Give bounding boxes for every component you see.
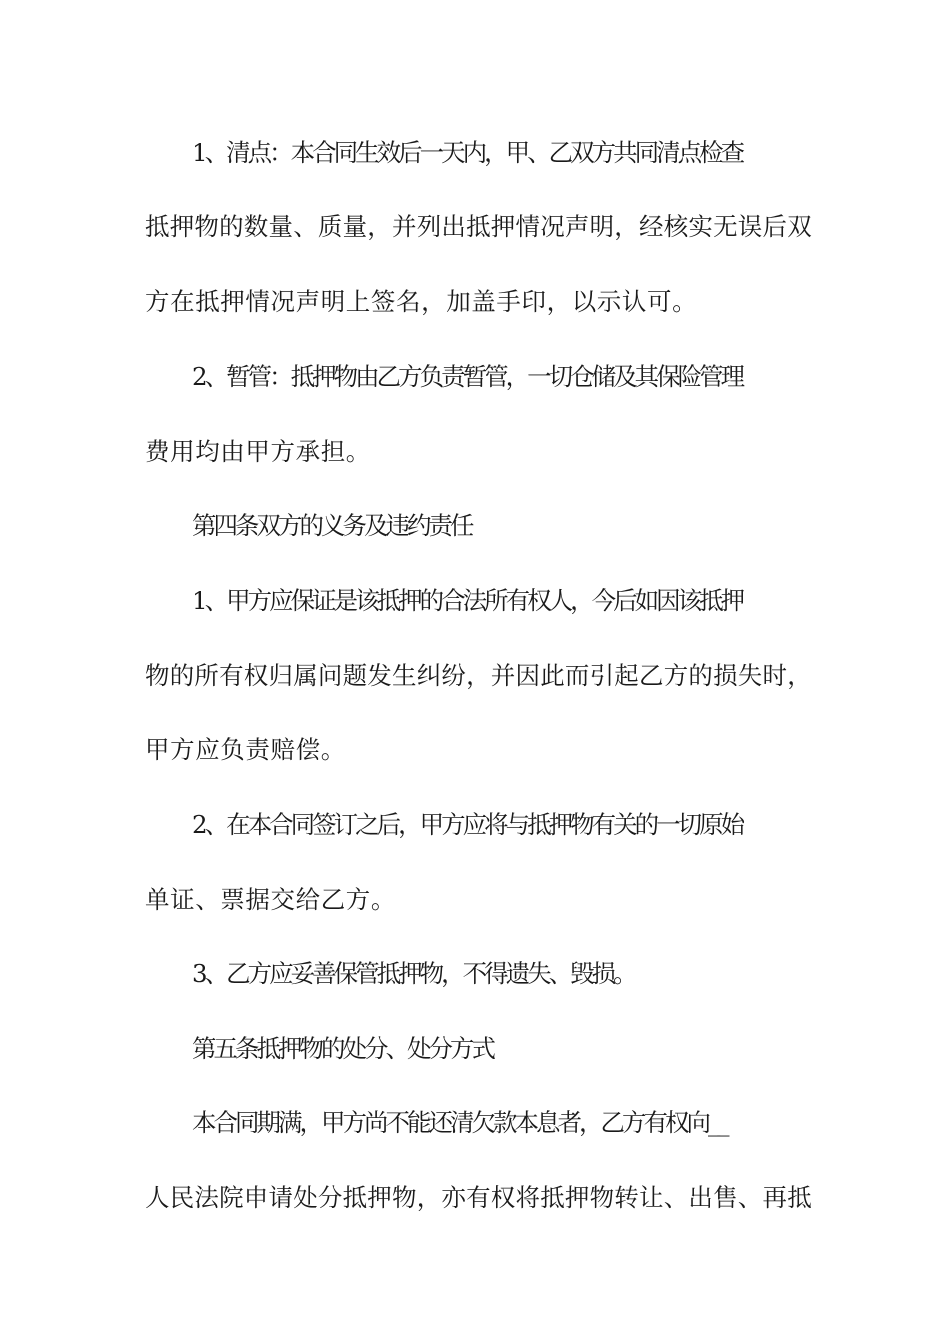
clause-4-1-line-3: 甲方应负责赔偿。 — [145, 735, 346, 764]
clause-3-1-line-1: 1、清点：本合同生效后一天内，甲、乙双方共同清点检查 — [192, 138, 743, 167]
clause-4-3-line-1: 3、乙方应妥善保管抵押物，不得遗失、毁损。 — [192, 959, 635, 988]
article-5-para-line-1: 本合同期满，甲方尚不能还清欠款本息者，乙方有权向__ — [192, 1108, 727, 1137]
article-5-heading: 第五条抵押物的处分、处分方式 — [192, 1034, 493, 1063]
article-4-heading: 第四条双方的义务及违约责任 — [192, 511, 472, 540]
clause-3-1-line-3: 方在抵押情况声明上签名，加盖手印，以示认可。 — [145, 287, 698, 316]
clause-3-2-line-1: 2、暂管：抵押物由乙方负责暂管，一切仓储及其保险管理 — [192, 362, 743, 391]
article-5-para-line-2: 人民法院申请处分抵押物，亦有权将抵押物转让、出售、再抵 — [145, 1183, 812, 1212]
clause-4-2-line-1: 2、在本合同签订之后，甲方应将与抵押物有关的一切原始 — [192, 810, 743, 839]
clause-4-1-line-1: 1、甲方应保证是该抵押的合法所有权人，今后如因该抵押 — [192, 586, 743, 615]
clause-3-1-line-2: 抵押物的数量、质量，并列出抵押情况声明，经核实无误后双 — [145, 212, 812, 241]
clause-4-1-line-2: 物的所有权归属问题发生纠纷，并因此而引起乙方的损失时， — [145, 661, 812, 690]
clause-3-2-line-2: 费用均由甲方承担。 — [145, 437, 371, 466]
clause-4-2-line-2: 单证、票据交给乙方。 — [145, 885, 396, 914]
